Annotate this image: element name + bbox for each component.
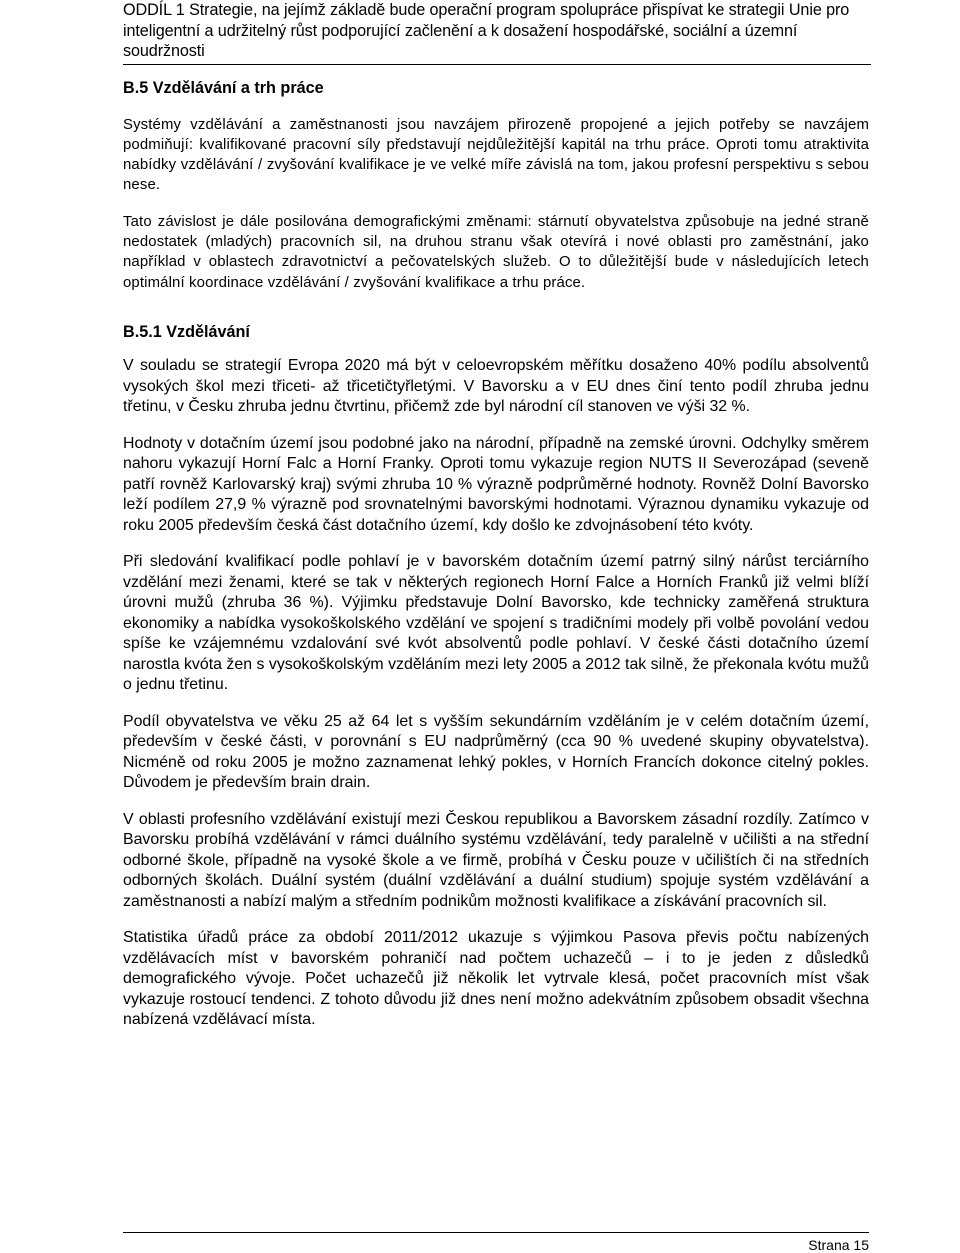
header-title: ODDÍL 1 Strategie, na jejímž základě bude operační program spolupráce přispívat ke strategii Unie pro inteligentní a udržitelný růst podporující začlenění a k dosažení hospodářské, sociální a územní soudržnosti [123, 1, 850, 60]
paragraph: V oblasti profesního vzdělávání existují mezi Českou republikou a Bavorskem zásadní rozdíly. Zatímco v Bavorsku probíhá vzdělávání v rámci duálního systému vzdělávání, tedy paralelně v učilišti a na střední odborné škole, případně na vysoké škole a ve firmě, probíhá v Česku pouze v učilištích či na středních odborných školách. Duální systém (duální vzdělávání a duální studium) spojuje systém vzdělávání a zaměstnanosti a nabízí malým a středním podnikům možnosti kvalifikace a získávání pracovních sil. [123, 810, 869, 910]
paragraph: Statistika úřadů práce za období 2011/2012 ukazuje s výjimkou Pasova převis počtu nabízených vzdělávacích míst v bavorském pohraničí nad počtem uchazečů – i to je jeden z důsledků demografického vývoje. Počet uchazečů již několik let vytrvale klesá, počet pracovních míst však vykazuje rostoucí tendenci. Z tohoto důvodu již dnes není možno adekvátním způsobem obsadit všechna nabízená vzdělávací místa. [123, 929, 869, 1029]
paragraph: Při sledování kvalifikací podle pohlaví je v bavorském dotačním území patrný silný nárůst terciárního vzdělání mezi ženami, které se tak v některých regionech Horní Falce a Horních Franků již velmi blíží úrovni mužů (zhruba 36 %). Výjimku představuje Dolní Bavorsko, kde technicky zaměřená struktura ekonomiky a nabídka vysokoškolského vzdělání ve spojení s tradičními modely při volbě povolání vedou spíše ke vzájemnému vzdalování své kvót absolventů podle pohlaví. V české části dotačního území narostla kvóta žen s vysokoškolským vzděláním mezi lety 2005 a 2012 tak silně, že překonala kvótu mužů o jednu třetinu. [123, 553, 869, 694]
section-title: B.5 Vzdělávání a trh práce [123, 79, 324, 97]
paragraph: Podíl obyvatelstva ve věku 25 až 64 let s vyšším sekundárním vzděláním je v celém dotačním území, především v české části, v porovnání s EU nadprůměrný (cca 90 % uvedené skupiny obyvatelstva). Nicméně od roku 2005 je možno zaznamenat lehký pokles, v Horních Francích dokonce citelný pokles. Důvodem je především brain drain. [123, 712, 869, 792]
document-body [123, 78, 869, 1031]
paragraph: V souladu se strategií Evropa 2020 má být v celoevropském měřítku dosaženo 40% podílu absolventů vysokých škol mezi třiceti- až třicetičtyřletými. V Bavorsku a v EU dnes činí tento podíl zhruba jednu třetinu, v Česku zhruba jednu čtvrtinu, přičemž zde byl národní cíl stanoven ve výši 32 %. [123, 357, 869, 416]
page-footer [123, 1232, 869, 1253]
page-number: Strana 15 [808, 1237, 869, 1253]
paragraph: Hodnoty v dotačním území jsou podobné jako na národní, případně na zemské úrovni. Odchylky směrem nahoru vykazují Horní Falc a Horní Franky. Oproti tomu vykazuje region NUTS II Severozápad (seveně patří rovněž Karlovarský kraj) svými zhruba 10 % výrazně podprůměrné hodnoty. Rovněž Dolní Bavorsko leží podílem 27,9 % výrazně pod srovnatelnými bavorskými hodnotami. Výraznou dynamiku vykazuje od roku 2005 především česká část dotačního území, kdy došlo ke zdvojnásobení této kvóty. [123, 434, 869, 534]
paragraph: Tato závislost je dále posilována demografickými změnami: stárnutí obyvatelstva způsobuje na jedné straně nedostatek (mladých) pracovních sil, na druhou stranu však otevírá i nové oblasti pro zaměstnání, jako například v oblastech zdravotnictví a pečovatelských služeb. O to důležitější bude v následujících letech optimální koordinace vzdělávání / zvyšování kvalifikace a trhu práce. [123, 213, 869, 291]
subsection-title: B.5.1 Vzdělávání [123, 322, 250, 341]
paragraph: Systémy vzdělávání a zaměstnanosti jsou navzájem přirozeně propojené a jejich potřeby se navzájem podmiňují: kvalifikované pracovní síly představují nejdůležitější kapitál na trhu práce. Oproti tomu atraktivita nabídky vzdělávání / zvyšování kvalifikace je ve velké míře závislá na tom, jakou profesní perspektivu s sebou nese. [123, 116, 869, 194]
page-header [123, 0, 871, 65]
